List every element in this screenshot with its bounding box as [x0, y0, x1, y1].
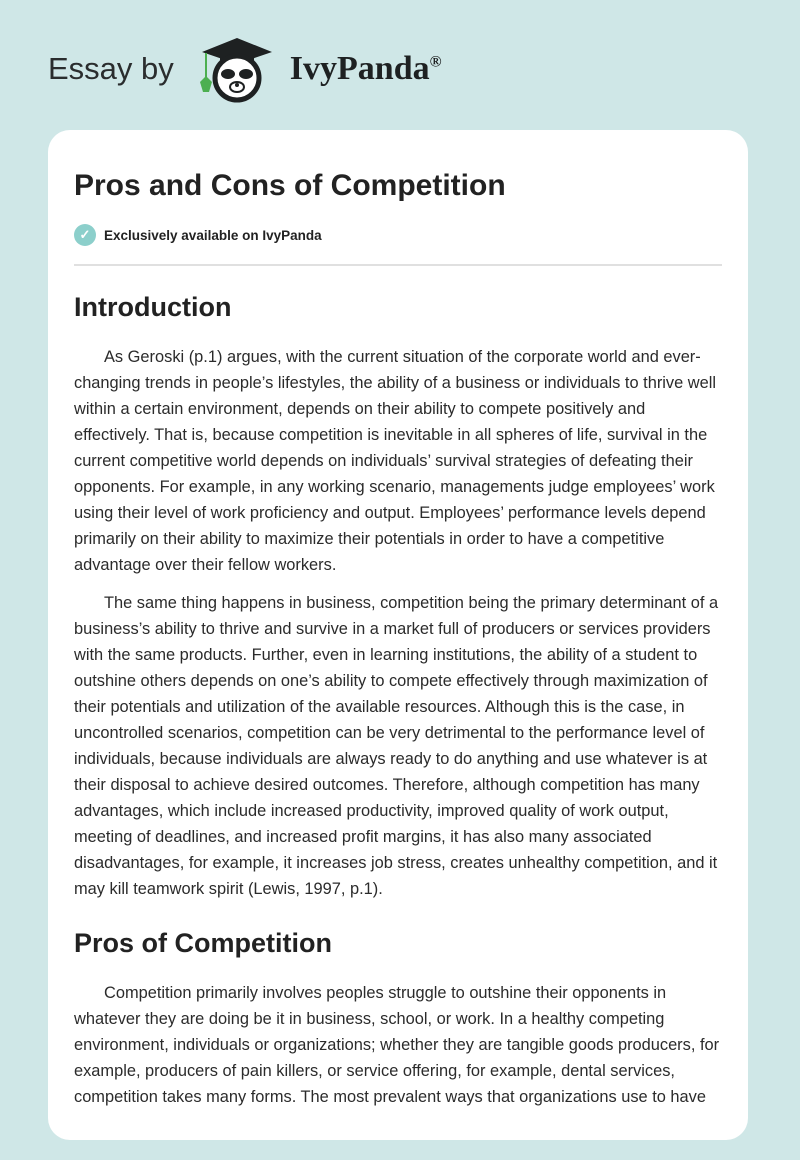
- essay-by-label: Essay by: [48, 51, 174, 86]
- check-icon: ✓: [74, 224, 96, 246]
- paragraph: The same thing happens in business, competition being the primary determinant of a business’s ability to thrive and survive in a market full of producers or services providers with the same products. Further, even in learning institutions, the ability of a student to outshine others depends on one’s ability to compete effectively through maximization of their potentials and utilization of the available resources. Although this is the case, in uncontrolled scenarios, competition can be very detrimental to the performance level of individuals, because individuals are always ready to do anything and use whatever is at their disposal to achieve desired outcomes. Therefore, although competition has many advantages, which include increased productivity, improved quality of work output, meeting of deadlines, and increased profit margins, it has also many associated disadvantages, for example, it increases job stress, creates unhealthy competition, and it may kill teamwork spirit (Lewis, 1997, p.1).: [74, 594, 719, 898]
- section-heading: Introduction: [74, 292, 232, 322]
- ivypanda-brand[interactable]: [290, 50, 442, 88]
- brand-name: IvyPanda: [289, 50, 430, 87]
- section-heading: Pros of Competition: [74, 928, 332, 958]
- registered-mark: ®: [429, 53, 442, 71]
- site-header: [48, 34, 442, 104]
- paragraph: As Geroski (p.1) argues, with the current situation of the corporate world and ever-changing trends in people’s lifestyles, the ability of a business or individuals to thrive well within a certain environment, depends on their ability to compete positively and effectively. That is, because competition is inevitable in all spheres of life, survival in the current competitive world depends on individuals’ survival strategies of defeating their opponents. For example, in any working scenario, managements judge employees’ work using their level of work proficiency and output. Employees’ performance levels depend primarily on their ability to maximize their potentials in order to have a competitive advantage over their fellow workers.: [74, 348, 717, 574]
- divider: [74, 264, 722, 266]
- section-pros: [74, 926, 722, 1110]
- ivypanda-logo-icon[interactable]: [192, 34, 282, 104]
- page-title: Pros and Cons of Competition: [74, 169, 506, 202]
- essay-card: [48, 130, 748, 1140]
- badge-label: Exclusively available on IvyPanda: [104, 227, 322, 243]
- paragraph: Competition primarily involves peoples struggle to outshine their opponents in whatever they are doing be it in business, school, or work. In a healthy competing environment, individuals or organizations; whether they are tangible goods producers, for example, producers of pain killers, or service offering, for example, dental services, competition takes many forms. The most prevalent ways that organizations use to have: [74, 984, 720, 1106]
- exclusive-badge: [74, 224, 722, 246]
- section-introduction: [74, 290, 722, 902]
